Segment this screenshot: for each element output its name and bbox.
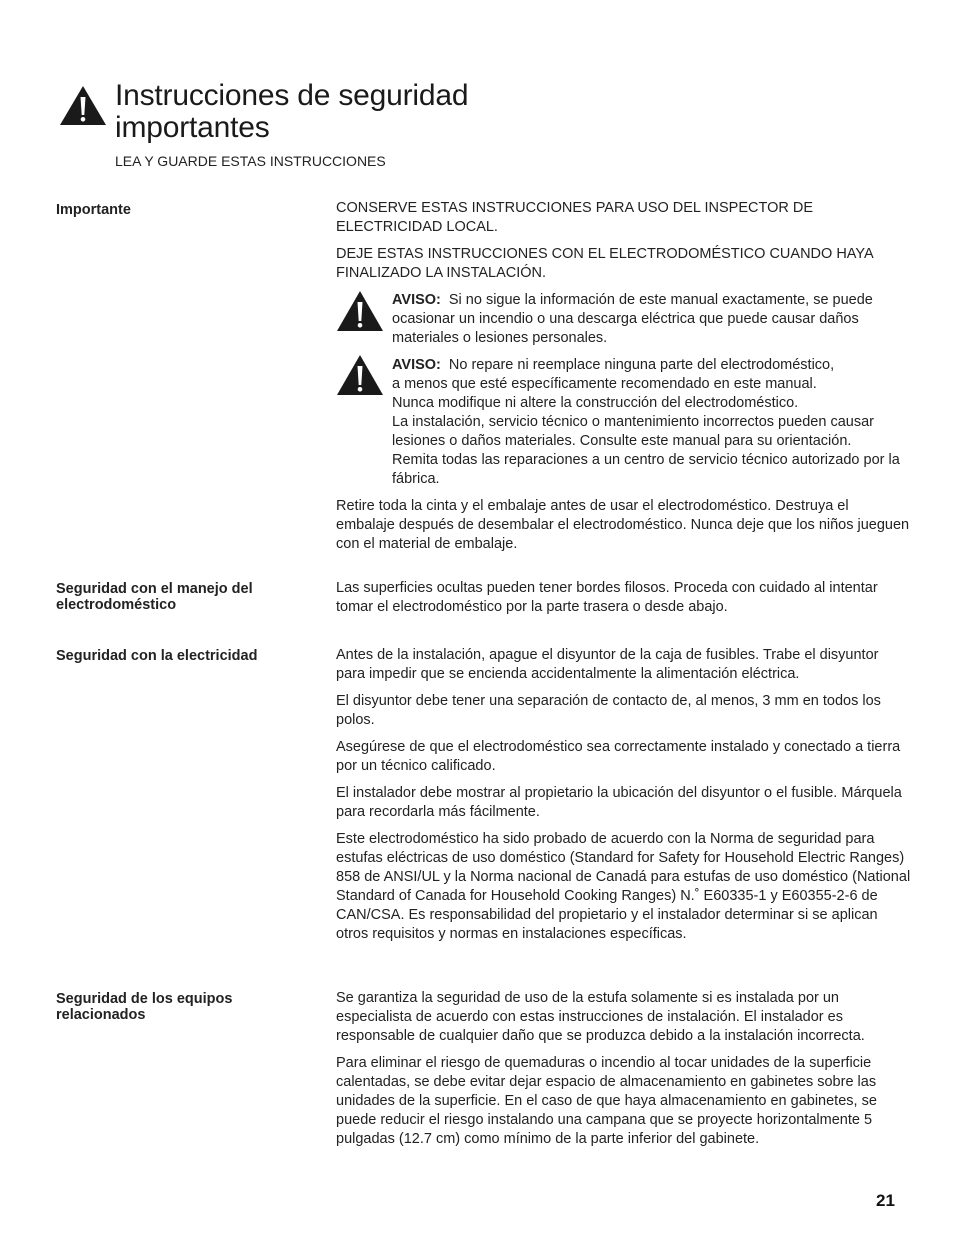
title-line-2: importantes xyxy=(115,111,270,144)
section-body-importante xyxy=(336,199,911,562)
paragraph: DEJE ESTAS INSTRUCCIONES CON EL ELECTRODOMÉSTICO CUANDO HAYA FINALIZADO LA INSTALACIÓN. xyxy=(336,246,873,281)
warning-triangle-icon xyxy=(337,291,383,331)
page-title xyxy=(115,80,468,144)
warning-line: Nunca modifique ni altere la construcción del electrodoméstico. xyxy=(392,395,799,411)
section-body-manejo xyxy=(336,579,911,625)
warning-text xyxy=(392,291,911,348)
warning-box xyxy=(336,356,911,489)
warning-box xyxy=(336,291,911,348)
paragraph: Las superficies ocultas pueden tener bordes filosos. Proceda con cuidado al intentar tomar el electrodoméstico por la parte trasera o desde abajo. xyxy=(336,580,878,615)
warning-triangle-icon xyxy=(60,86,106,125)
warning-line: a menos que esté específicamente recomendado en este manual. xyxy=(392,376,817,392)
section-label-electricidad: Seguridad con la electricidad xyxy=(56,648,258,664)
paragraph: Para eliminar el riesgo de quemaduras o incendio al tocar unidades de la superficie calentadas, se debe evitar dejar espacio de almacenamiento en gabinetes sobre las unidades de la superficie. En el caso de que haya almacenamiento en gabinetes, se puede reducir el riesgo instalando una campana que se proyecte horizontalmente 5 pulgadas (12.7 cm) como mínimo de la parte inferior del gabinete. xyxy=(336,1055,877,1147)
warning-message: Si no sigue la información de este manual exactamente, se puede ocasionar un incendio o una descarga eléctrica que puede causar daños materiales o lesiones personales. xyxy=(392,292,873,346)
section-label-equipos: Seguridad de los equipos relacionados xyxy=(56,991,233,1023)
section-label-manejo: Seguridad con el manejo del electrodoméstico xyxy=(56,581,253,613)
paragraph: Asegúrese de que el electrodoméstico sea correctamente instalado y conectado a tierra por un técnico calificado. xyxy=(336,739,901,774)
warning-triangle-icon xyxy=(337,355,383,395)
paragraph: Este electrodoméstico ha sido probado de acuerdo con la Norma de seguridad para estufas eléctricas de uso doméstico (Standard for Safety for Household Electric Ranges) 858 de ANSI/UL y la Norma nacional de Canadá para estufas de uso doméstico (National Standard of Canada for Household Cooking Ranges) N.˚ E60335-1 y E60355-2-6 de CAN/CSA. Es responsabilidad del propietario y el instalador determinar si se aplican otros requisitos y normas en instalaciones específicas. xyxy=(336,831,911,942)
warning-line: Remita todas las reparaciones a un centro de servicio técnico autorizado por la fábrica. xyxy=(392,452,900,487)
page-number: 21 xyxy=(876,1191,895,1210)
warning-line: La instalación, servicio técnico o mantenimiento incorrectos pueden causar lesiones o daños materiales. Consulte este manual para su orientación. xyxy=(392,414,874,449)
warning-text xyxy=(392,356,911,489)
page-subtitle: LEA Y GUARDE ESTAS INSTRUCCIONES xyxy=(115,153,386,169)
paragraph: El disyuntor debe tener una separación de contacto de, al menos, 3 mm en todos los polos. xyxy=(336,693,881,728)
title-line-1: Instrucciones de seguridad xyxy=(115,79,469,112)
paragraph: Se garantiza la seguridad de uso de la estufa solamente si es instalada por un especialista de acuerdo con estas instrucciones de instalación. El instalador es responsable de cualquier daño que se produzca debido a la instalación incorrecta. xyxy=(336,990,865,1044)
paragraph: El instalador debe mostrar al propietario la ubicación del disyuntor o el fusible. Márquela para recordarla más fácilmente. xyxy=(336,785,902,820)
warning-label: AVISO: xyxy=(392,357,441,373)
section-label-importante: Importante xyxy=(56,202,131,218)
paragraph: CONSERVE ESTAS INSTRUCCIONES PARA USO DEL INSPECTOR DE ELECTRICIDAD LOCAL. xyxy=(336,200,813,235)
paragraph: Antes de la instalación, apague el disyuntor de la caja de fusibles. Trabe el disyuntor para impedir que se encienda accidentalmente la alimentación eléctrica. xyxy=(336,647,879,682)
paragraph: Retire toda la cinta y el embalaje antes de usar el electrodoméstico. Destruya el embalaje después de desembalar el electrodoméstico. Nunca deje que los niños jueguen con el material de embalaje. xyxy=(336,498,910,552)
warning-label: AVISO: xyxy=(392,292,441,308)
section-body-equipos xyxy=(336,989,911,1157)
warning-line: No repare ni reemplace ninguna parte del electrodoméstico, xyxy=(448,357,835,373)
section-body-electricidad xyxy=(336,646,911,952)
